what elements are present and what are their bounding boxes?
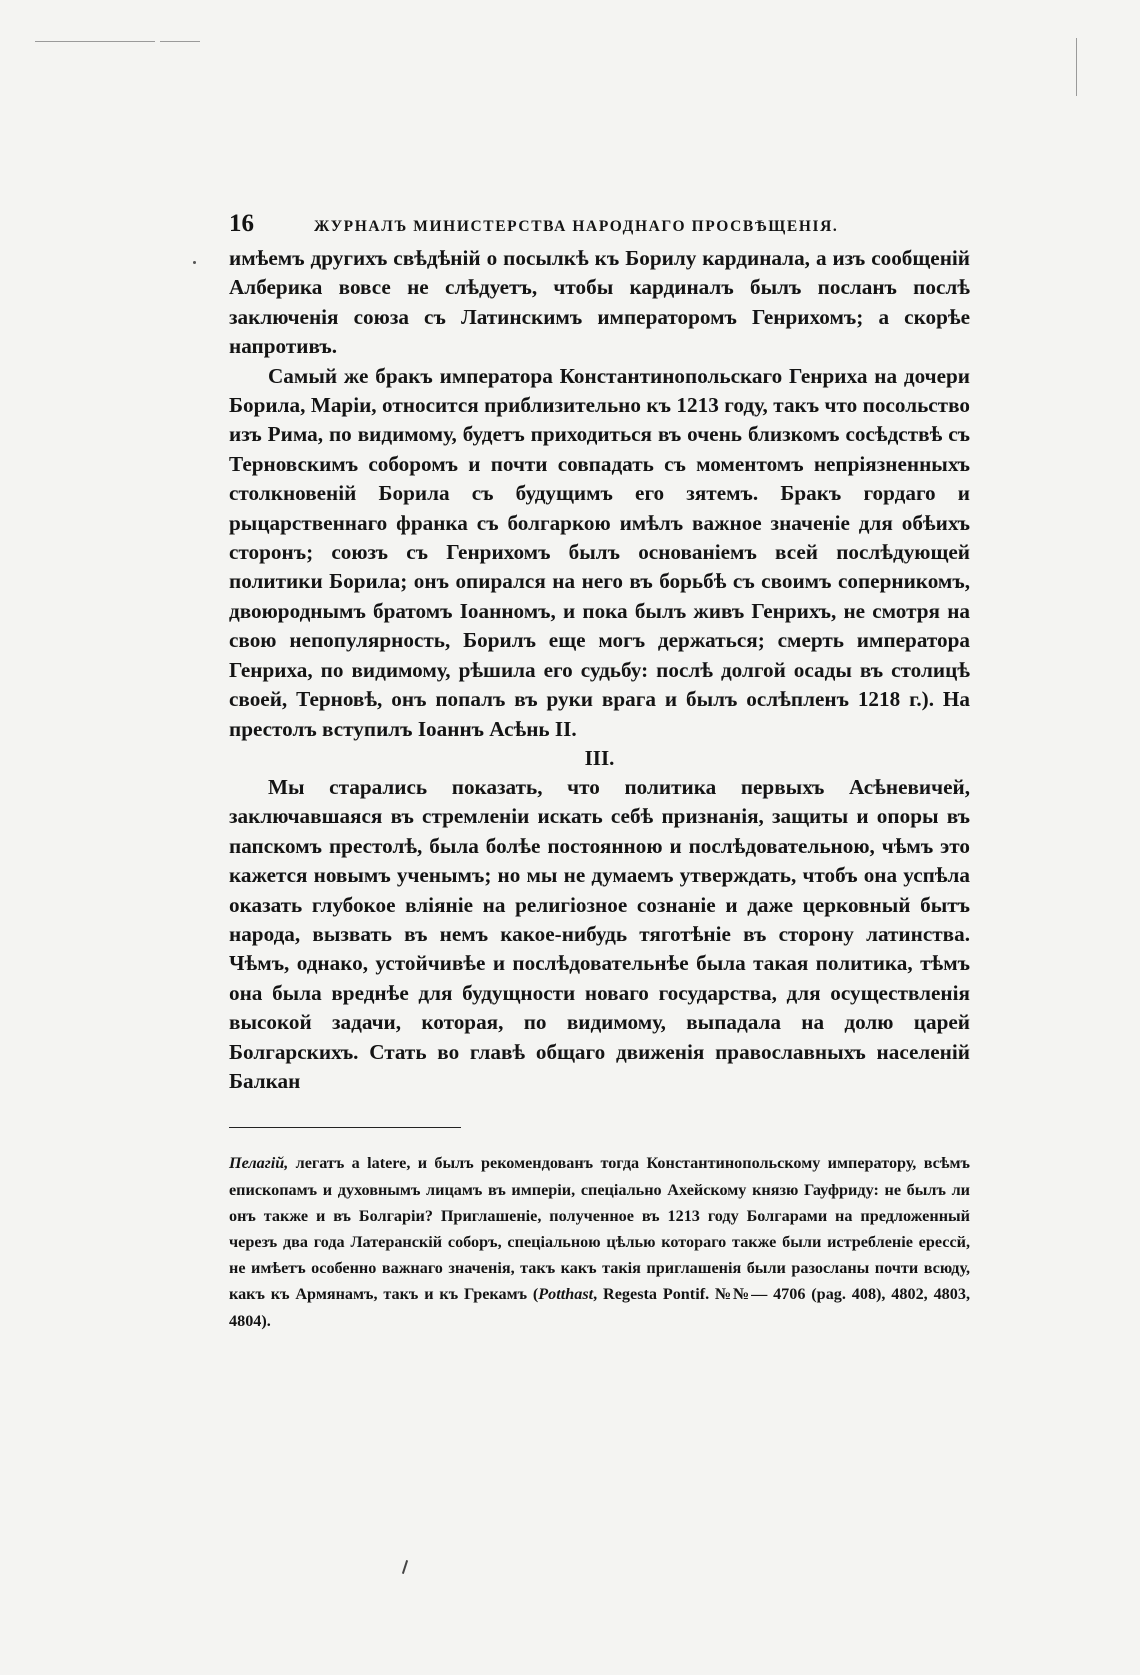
footnote-text-end: , Regesta Pontif. №№— 4706 (pag. 408), 4802, 4803, 4804).: [229, 1285, 970, 1330]
scan-artifact-line: [1076, 38, 1077, 96]
footnote-text: легатъ a latere, и былъ рекомендованъ тогда Константинопольскому императору, всѣмъ епископамъ и духовнымъ лицамъ въ имперіи, спеціально Ахейскому князю Гауфриду: не былъ ли онъ также и въ Болгаріи? Приглашеніе, полученное въ 1213 году Болгарами на предложенный черезъ два года Латеранскій соборъ, спеціальною цѣлью котораго также были истребленіе ерессй, не имѣетъ особенно важнаго значенія, такъ какъ такія приглашенія были разосланы почти всюду, какъ къ Армянамъ, такъ и къ Грекамъ (: [229, 1154, 970, 1304]
paragraph-policy: Мы старались показать, что политика первыхъ Асѣневичей, заключавшаяся въ стремленіи искать себѣ признанія, защиты и опоры въ папскомъ престолѣ, была болѣе постоянною и послѣдовательною, чѣмъ это кажется новымъ ученымъ; но мы не думаемъ утверждать, чтобъ она успѣла оказать глубокое вліяніе на религіозное сознаніе и даже церковный бытъ народа, вызвать въ немъ какое-нибудь тяготѣніе въ сторону латинства. Чѣмъ, однако, устойчивѣе и послѣдовательнѣе была такая политика, тѣмъ она была вреднѣе для будущности новаго государства, для осуществленія высокой задачи, которая, по видимому, выпадала на долю царей Болгарскихъ. Стать во главѣ общаго движенія православныхъ населеній Балкан: [229, 774, 970, 1093]
footnote-lead-name: Пелагій,: [229, 1154, 289, 1173]
footnote: [229, 1150, 970, 1333]
scan-artifact-mark: [402, 1560, 408, 1574]
section-heading: III.: [584, 745, 615, 770]
page: [229, 210, 970, 1334]
paragraph-marriage: Самый же бракъ императора Константинопольскаго Генриха на дочери Борила, Маріи, относится приблизительно къ 1213 году, такъ что посольство изъ Рима, по видимому, будетъ приходиться въ очень близкомъ сосѣдствѣ съ Терновскимъ соборомъ и почти совпадать съ моментомъ непріязненныхъ столкновеній Борила съ будущимъ его зятемъ. Бракъ гордаго и рыцарственнаго франка съ болгаркою имѣлъ важное значеніе для обѣихъ сторонъ; союзъ съ Генрихомъ былъ основаніемъ всей послѣдующей политики Борила; онъ опирался на него въ борьбѣ съ своимъ соперникомъ, двоюроднымъ братомъ Іоанномъ, и пока былъ живъ Генрихъ, не смотря на свою непопулярность, Борилъ еще могъ держаться; смерть императора Генриха, по видимому, рѣшила его судьбу: послѣ долгой осады въ столицѣ своей, Терновѣ, онъ попалъ въ руки врага и былъ ослѣпленъ 1218 г.). На престолъ вступилъ Іоаннъ Асѣнь II.: [229, 363, 970, 741]
page-header: [229, 210, 970, 244]
scan-artifact-dot: [193, 261, 196, 264]
scan-artifact-line: [160, 41, 200, 42]
page-number: 16: [229, 210, 254, 237]
paragraph-continuation: имѣемъ другихъ свѣдѣній о посылкѣ къ Борилу кардинала, а изъ сообщеній Алберика вовсе не слѣдуетъ, чтобы кардиналъ былъ посланъ послѣ заключенія союза съ Латинскимъ императоромъ Генрихомъ; а скорѣе напротивъ.: [229, 246, 970, 359]
running-head: ЖУРНАЛЪ МИНИСТЕРСТВА НАРОДНАГО ПРОСВѢЩЕНІЯ.: [314, 218, 839, 235]
footnote-source-author: Potthast: [538, 1285, 594, 1304]
scan-artifact-line: [35, 41, 155, 42]
footnote-divider: [229, 1127, 461, 1128]
